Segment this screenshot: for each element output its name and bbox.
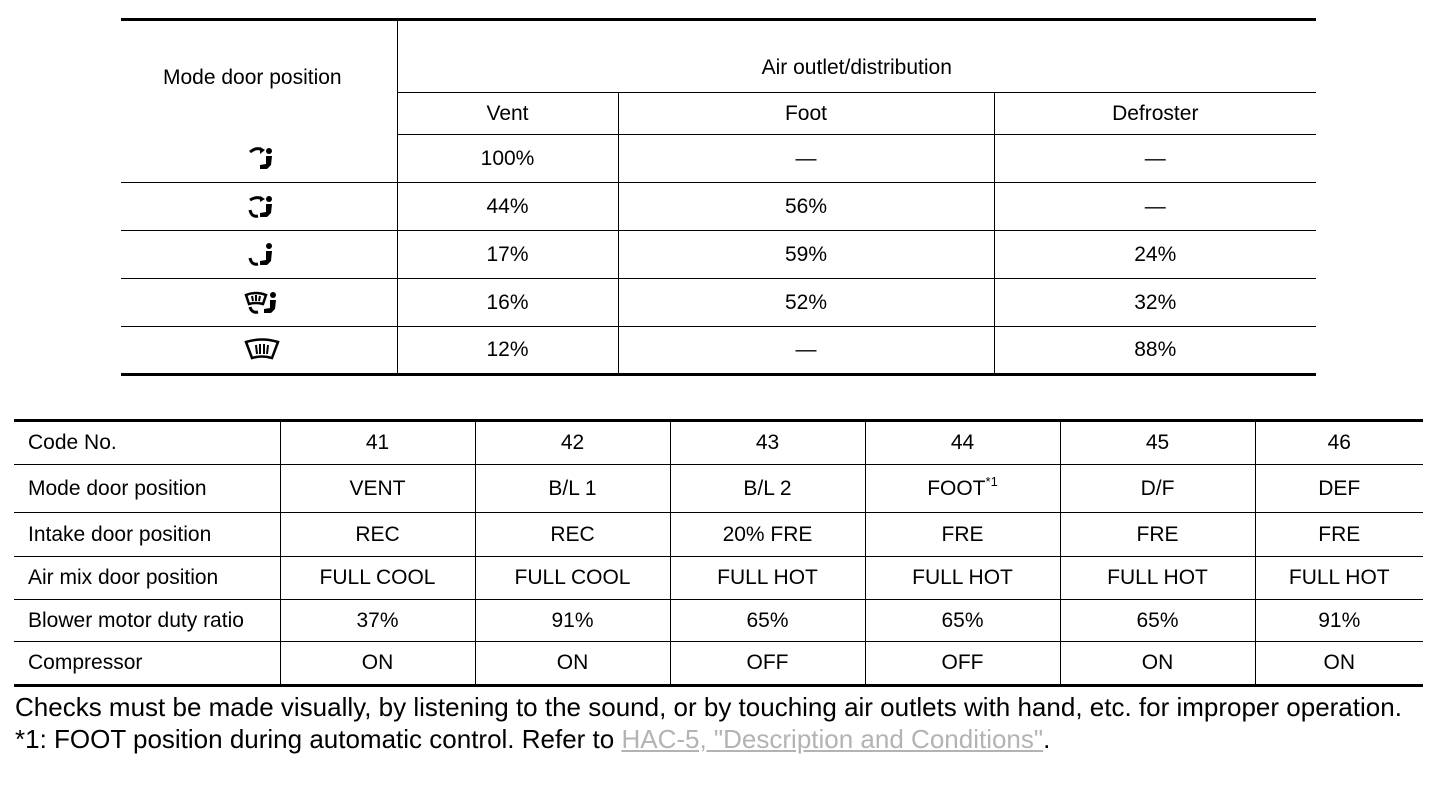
cell-value: DEF xyxy=(1255,465,1423,513)
distribution-row xyxy=(121,327,1316,375)
cell-value: 91% xyxy=(1255,600,1423,642)
air-distribution-table xyxy=(121,18,1316,376)
cell-value: OFF xyxy=(670,642,865,686)
cell-value: 65% xyxy=(670,600,865,642)
footnote-mark: *1 xyxy=(985,473,998,489)
mode-code-table xyxy=(14,419,1423,687)
cell-value: FULL COOL xyxy=(475,557,670,600)
cell-value: B/L 1 xyxy=(475,465,670,513)
cell-value: ON xyxy=(1255,642,1423,686)
row-label: Air mix door position xyxy=(14,557,280,600)
blower-motor-duty-ratio-row xyxy=(14,600,1423,642)
foot-value: FOOT xyxy=(927,476,986,500)
vent-column-header: Vent xyxy=(397,93,618,135)
cell-value: 44 xyxy=(865,421,1060,465)
foot-value: 59% xyxy=(618,231,994,279)
cell-value: 20% FRE xyxy=(670,513,865,557)
cell-value: 41 xyxy=(280,421,475,465)
foot-value: 56% xyxy=(618,183,994,231)
cell-value: 46 xyxy=(1255,421,1423,465)
cell-value: ON xyxy=(1060,642,1255,686)
foot-value: 52% xyxy=(618,279,994,327)
cell-value: 65% xyxy=(865,600,1060,642)
cell-value: FULL HOT xyxy=(1255,557,1423,600)
cell-value: 37% xyxy=(280,600,475,642)
air-mix-door-position-row xyxy=(14,557,1423,600)
vent-value: 44% xyxy=(397,183,618,231)
distribution-row xyxy=(121,183,1316,231)
mode-door-position-header: Mode door position xyxy=(121,20,397,135)
foot-mode-icon xyxy=(247,242,277,268)
cell-value: FRE xyxy=(1060,513,1255,557)
cell-value: FRE xyxy=(865,513,1060,557)
air-outlet-distribution-header: Air outlet/distribution xyxy=(397,20,1316,93)
vent-value: 100% xyxy=(397,135,618,183)
cell-value: VENT xyxy=(280,465,475,513)
footnote-end: . xyxy=(1043,724,1051,754)
distribution-row xyxy=(121,279,1316,327)
defroster-value: 24% xyxy=(994,231,1316,279)
row-label: Intake door position xyxy=(14,513,280,557)
defrost-foot-mode-icon xyxy=(244,290,280,316)
cell-value: 42 xyxy=(475,421,670,465)
cell-value: FULL COOL xyxy=(280,557,475,600)
defroster-value: — xyxy=(994,183,1316,231)
cell-value: REC xyxy=(280,513,475,557)
cell-value: 45 xyxy=(1060,421,1255,465)
foot-value: — xyxy=(618,135,994,183)
cell-value: ON xyxy=(475,642,670,686)
row-label: Compressor xyxy=(14,642,280,686)
mode-door-position-row xyxy=(14,465,1423,513)
cell-value: FULL HOT xyxy=(1060,557,1255,600)
defroster-value: 32% xyxy=(994,279,1316,327)
row-label: Mode door position xyxy=(14,465,280,513)
intake-door-position-row xyxy=(14,513,1423,557)
vent-value: 16% xyxy=(397,279,618,327)
foot-column-header: Foot xyxy=(618,93,994,135)
vent-value: 17% xyxy=(397,231,618,279)
cell-value: 91% xyxy=(475,600,670,642)
cell-value: B/L 2 xyxy=(670,465,865,513)
cell-value: REC xyxy=(475,513,670,557)
cell-value: 65% xyxy=(1060,600,1255,642)
defroster-value: — xyxy=(994,135,1316,183)
distribution-row xyxy=(121,135,1316,183)
foot-value: — xyxy=(618,327,994,375)
hac-5-reference-link[interactable]: HAC-5, "Description and Conditions" xyxy=(621,724,1044,754)
check-note: Checks must be made visually, by listening to the sound, or by touching air outlets with hand, etc. for improper operation. xyxy=(15,692,1402,722)
vent-mode-icon xyxy=(247,145,277,171)
footnote xyxy=(15,723,1435,755)
cell-value: ON xyxy=(280,642,475,686)
cell-value: OFF xyxy=(865,642,1060,686)
cell-value: D/F xyxy=(1060,465,1255,513)
defroster-mode-icon xyxy=(244,338,280,362)
defroster-column-header: Defroster xyxy=(994,93,1316,135)
cell-value xyxy=(865,465,1060,513)
notes xyxy=(15,691,1435,755)
cell-value: 43 xyxy=(670,421,865,465)
cell-value: FULL HOT xyxy=(865,557,1060,600)
distribution-row xyxy=(121,231,1316,279)
code-number-row xyxy=(14,421,1423,465)
footnote-text: *1: FOOT position during automatic control. Refer to xyxy=(15,724,622,754)
row-label: Blower motor duty ratio xyxy=(14,600,280,642)
cell-value: FRE xyxy=(1255,513,1423,557)
vent-value: 12% xyxy=(397,327,618,375)
compressor-row xyxy=(14,642,1423,686)
defroster-value: 88% xyxy=(994,327,1316,375)
row-label: Code No. xyxy=(14,421,280,465)
cell-value: FULL HOT xyxy=(670,557,865,600)
bi-level-mode-icon xyxy=(247,194,277,220)
